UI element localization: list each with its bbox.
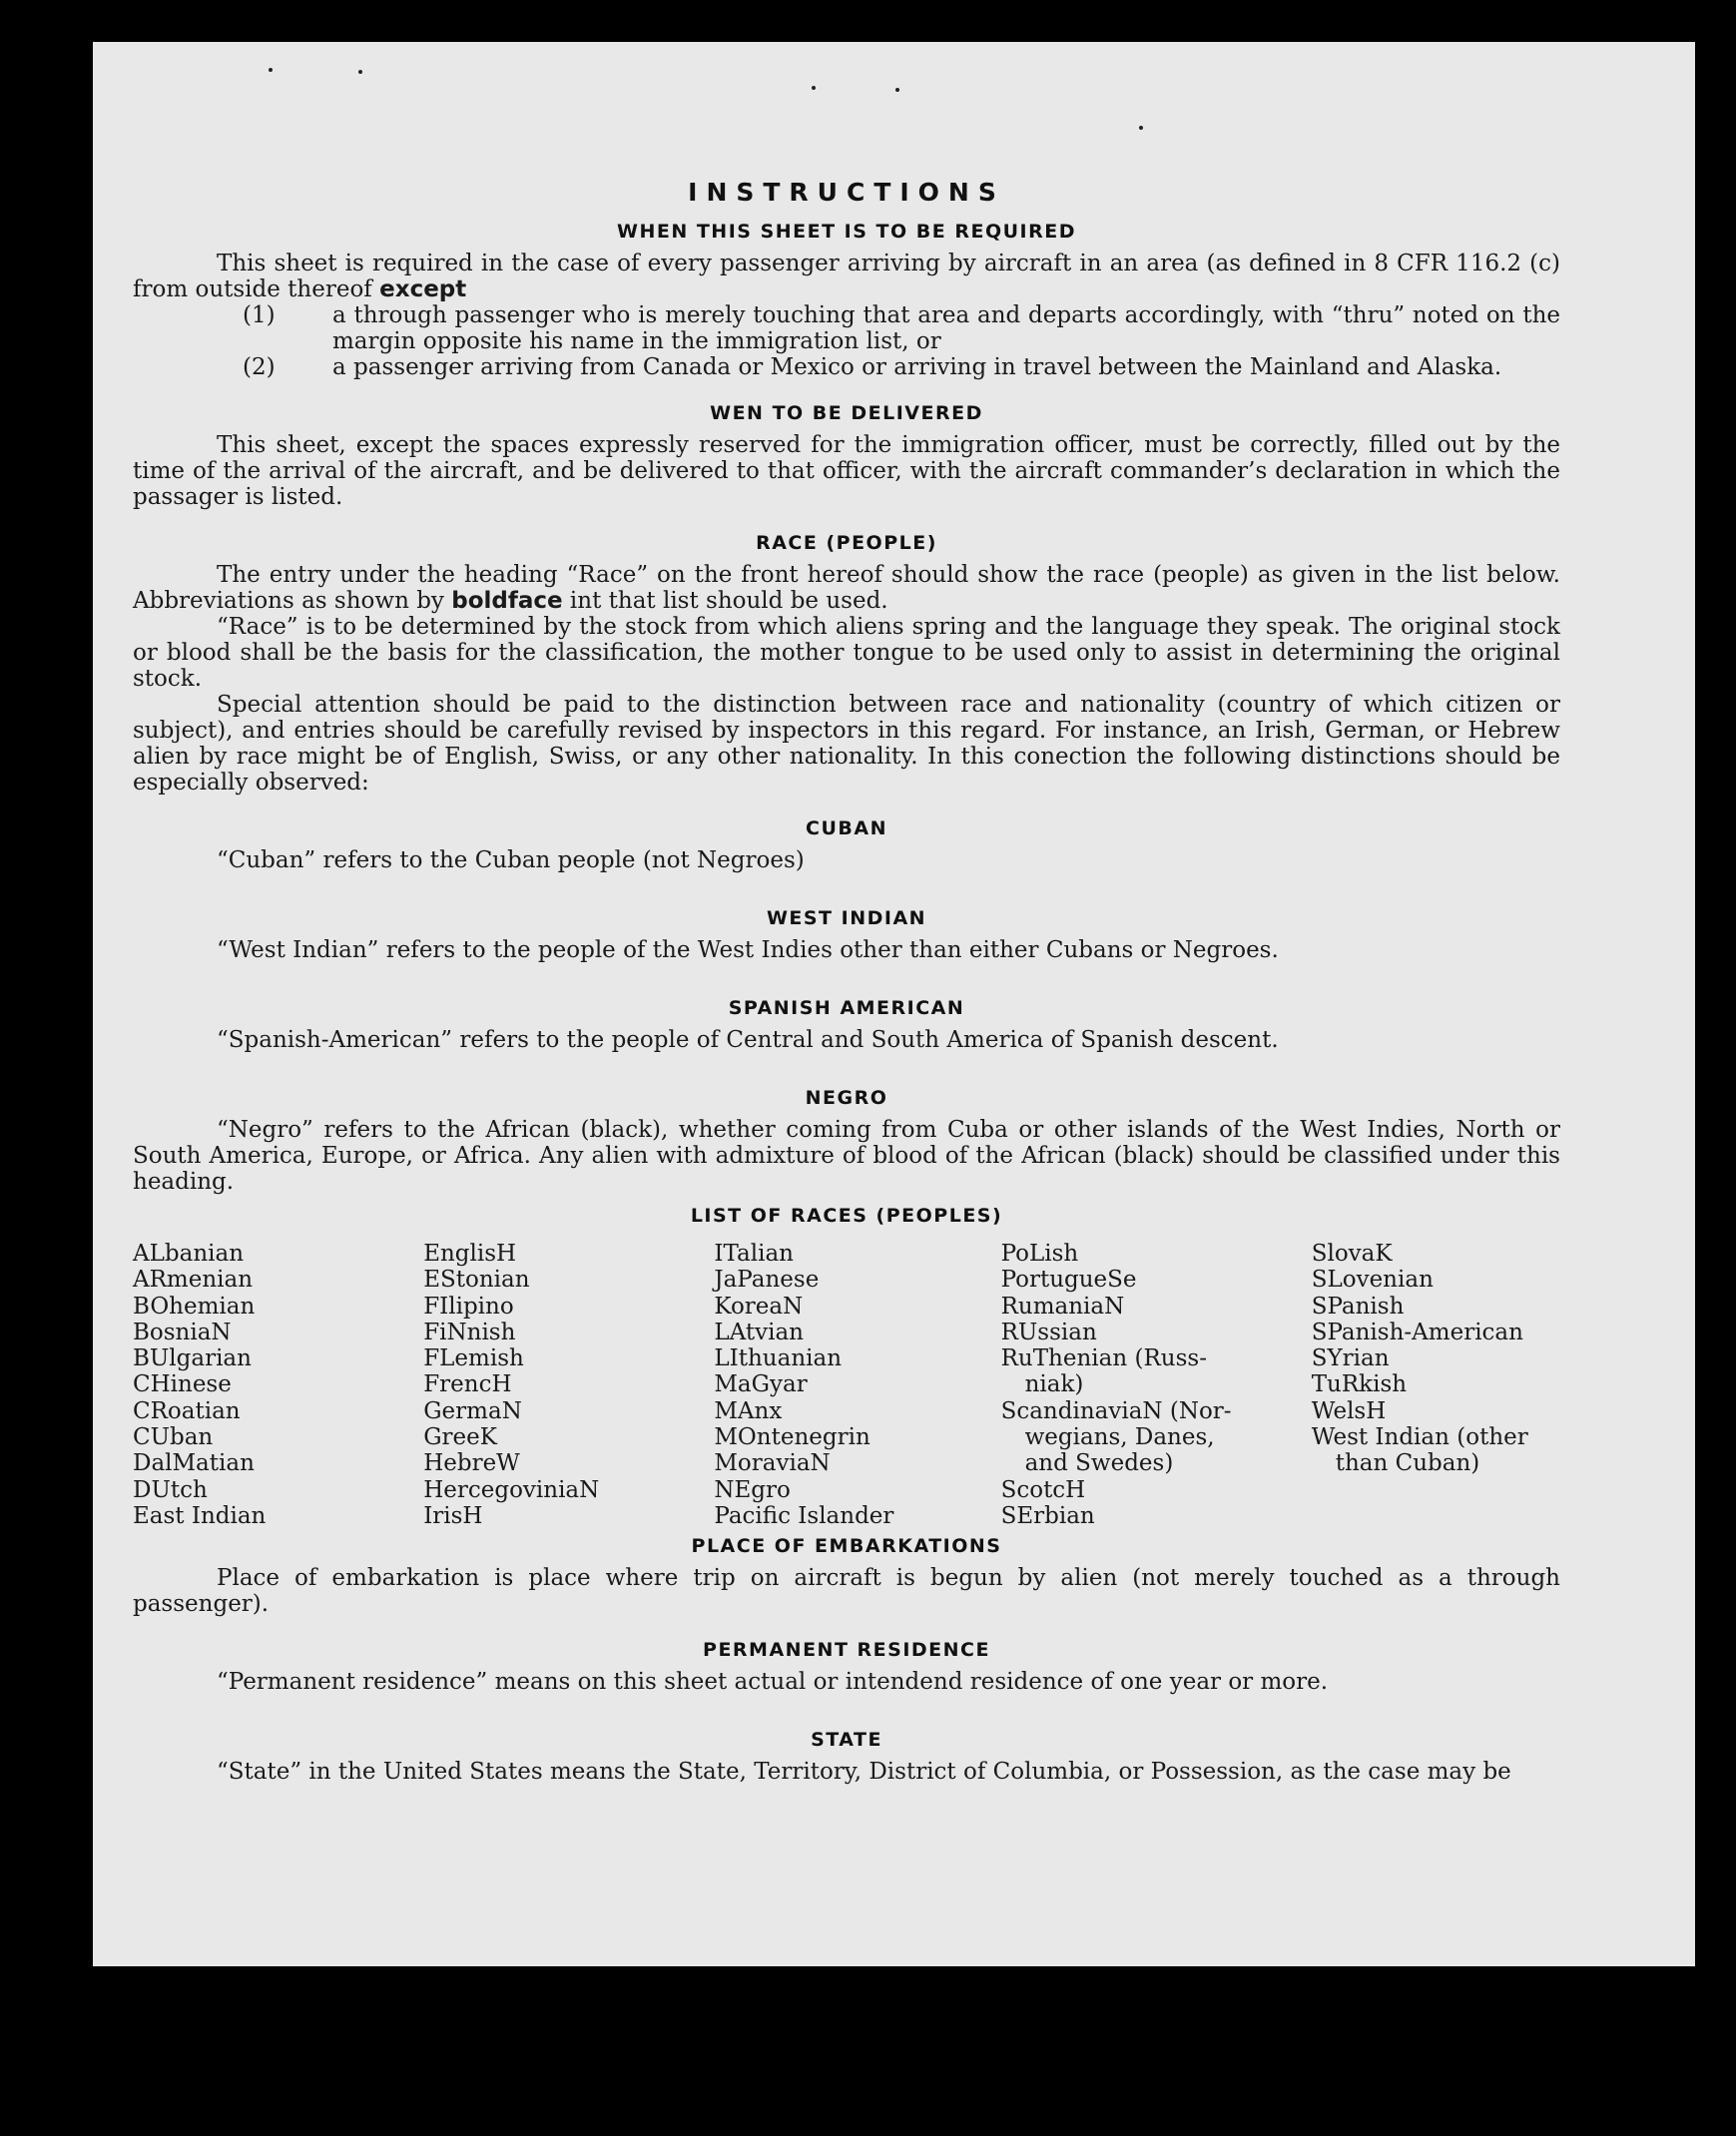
race-entry: LAtvian: [714, 1319, 804, 1345]
speck: [895, 88, 899, 92]
document-sheet: [93, 42, 1695, 1966]
section-heading-residence: PERMANENT RESIDENCE: [703, 1639, 990, 1662]
race-entry: DUtch: [133, 1476, 208, 1503]
delivered-text: This sheet, except the spaces expressly reserved for the immigration officer, must be correctly, filled out by the time of the arrival of the aircraft, and be delivered to that officer, with the aircraft commander’s declaration in which the passager is listed.: [133, 432, 1560, 510]
races-column-4: [1001, 1241, 1312, 1529]
race-p1-text: The entry under the heading “Race” on the front hereof should show the race (people) as given in the list below. Abbreviations as shown by: [133, 562, 1560, 614]
embarkation-text: Place of embarkation is place where trip on aircraft is begun by alien (not merely touched as a through passenger).: [133, 1565, 1560, 1618]
race-entry: ITalian: [714, 1241, 794, 1267]
race-entry: FiNnish: [423, 1319, 516, 1345]
race-paragraph-1: [133, 562, 1560, 614]
race-entry: ARmenian: [133, 1267, 254, 1294]
race-entry: BOhemian: [133, 1293, 256, 1320]
race-entry: BUlgarian: [133, 1345, 252, 1372]
race-entry: SPanish-American: [1311, 1319, 1523, 1345]
race-paragraph-2: “Race” is to be determined by the stock from which aliens spring and the language they speak. The original stock or blood shall be the basis for the classification, the mother tongue to be used only to assist in determining the original stock.: [133, 614, 1560, 692]
race-entry: RuThenian (Russ-: [1000, 1345, 1207, 1372]
boldface-word: boldface: [451, 588, 563, 614]
section-heading-embarkation: PLACE OF EMBARKATIONS: [691, 1535, 1002, 1558]
race-entry: niak): [1024, 1371, 1084, 1398]
cuban-text: “Cuban” refers to the Cuban people (not Negroes): [217, 847, 805, 873]
race-entry: MAnx: [714, 1397, 783, 1424]
race-entry: MaGyar: [714, 1371, 808, 1398]
item-text: a passenger arriving from Canada or Mexico or arriving in travel between the Mainland and Alaska.: [332, 354, 1502, 380]
race-entry: BosniaN: [133, 1319, 232, 1345]
section-heading-list-of-races: LIST OF RACES (PEOPLES): [690, 1205, 1003, 1227]
race-entry: CRoatian: [133, 1397, 241, 1424]
race-entry: CHinese: [133, 1371, 232, 1398]
race-entry: SPanish: [1311, 1293, 1405, 1320]
race-entry: CUban: [133, 1424, 214, 1451]
race-entry: TuRkish: [1311, 1371, 1408, 1398]
race-entry: GreeK: [423, 1424, 497, 1451]
required-intro-text: This sheet is required in the case of every passenger arriving by aircraft in an area (as defined in 8 CFR 116.2 (c) from outside thereof: [133, 251, 1560, 302]
speck: [812, 86, 816, 90]
exception-item-1: [133, 302, 1560, 354]
spanish-american-text: “Spanish-American” refers to the people of Central and South America of Spanish descent.: [217, 1027, 1279, 1053]
race-entry: IrisH: [423, 1502, 483, 1529]
race-entry: FLemish: [423, 1345, 524, 1372]
race-entry: GermaN: [423, 1397, 522, 1424]
race-entry: Pacific Islander: [714, 1502, 894, 1529]
speck: [269, 68, 273, 72]
race-entry: ScandinaviaN (Nor-: [1000, 1397, 1232, 1424]
race-entry: LIthuanian: [714, 1345, 843, 1372]
race-entry: PortugueSe: [1000, 1267, 1137, 1294]
exception-item-2: [133, 354, 1560, 380]
negro-text: “Negro” refers to the African (black), whether coming from Cuba or other islands of the West Indies, North or South America, Europe, or Africa. Any alien with admixture of blood of the African (black) should be classified under this heading.: [133, 1117, 1560, 1195]
race-p1-tail: int that list should be used.: [569, 588, 888, 614]
race-entry: NEgro: [714, 1476, 791, 1503]
section-heading-negro: NEGRO: [805, 1087, 888, 1109]
race-entry: and Swedes): [1024, 1450, 1174, 1477]
item-number: (2): [243, 354, 276, 380]
race-entry: KoreaN: [714, 1293, 804, 1320]
race-entry: SLovenian: [1311, 1267, 1434, 1294]
except-bold: except: [379, 276, 467, 302]
item-text: a through passenger who is merely touching that area and departs accordingly, with “thru” noted on the margin opposite his name in the immigration list, or: [332, 302, 1560, 354]
race-entry: than Cuban): [1335, 1450, 1480, 1477]
race-entry: East Indian: [133, 1502, 267, 1529]
race-entry: West Indian (other: [1311, 1424, 1528, 1451]
race-entry: wegians, Danes,: [1024, 1424, 1215, 1451]
race-entry: RumaniaN: [1000, 1293, 1125, 1320]
race-entry: JaPanese: [714, 1267, 820, 1294]
races-list: [133, 1241, 1560, 1529]
race-entry: HebreW: [423, 1450, 520, 1477]
document-body: [133, 178, 1560, 1785]
state-text: “State” in the United States means the State, Territory, District of Columbia, or Possession, as the case may be: [217, 1759, 1511, 1786]
required-intro: [133, 251, 1560, 302]
section-heading-race: RACE (PEOPLE): [756, 532, 937, 554]
race-entry: EnglisH: [423, 1241, 517, 1267]
section-heading-west-indian: WEST INDIAN: [766, 907, 927, 929]
race-entry: WelsH: [1311, 1397, 1387, 1424]
item-number: (1): [243, 302, 276, 328]
race-entry: MOntenegrin: [714, 1424, 870, 1451]
race-entry: DalMatian: [133, 1450, 255, 1477]
page-title: INSTRUCTIONS: [688, 178, 1005, 207]
race-entry: MoraviaN: [714, 1450, 831, 1477]
section-heading-state: STATE: [811, 1729, 882, 1752]
section-heading-delivered: WEN TO BE DELIVERED: [710, 402, 983, 424]
section-heading-cuban: CUBAN: [806, 817, 887, 839]
races-column-2: [423, 1241, 714, 1529]
race-entry: FrencH: [423, 1371, 512, 1398]
race-entry: SlovaK: [1311, 1241, 1393, 1267]
speck: [358, 70, 362, 74]
races-column-3: [714, 1241, 1000, 1529]
residence-text: “Permanent residence” means on this sheet actual or intendend residence of one year or more.: [217, 1669, 1329, 1696]
races-column-5: [1312, 1241, 1560, 1529]
section-heading-required: WHEN THIS SHEET IS TO BE REQUIRED: [616, 221, 1076, 243]
race-paragraph-3: Special attention should be paid to the distinction between race and nationality (country of which citizen or subject), and entries should be carefully revised by inspectors in this regard. For instance, an Irish, German, or Hebrew alien by race might be of English, Swiss, or any other nationality. In this conection the following distinctions should be especially observed:: [133, 692, 1560, 796]
race-entry: PoLish: [1000, 1241, 1079, 1267]
race-entry: ALbanian: [133, 1241, 245, 1267]
race-entry: SErbian: [1000, 1502, 1095, 1529]
race-entry: HercegoviniaN: [423, 1476, 600, 1503]
race-entry: ScotcH: [1000, 1476, 1086, 1503]
race-entry: EStonian: [423, 1267, 530, 1294]
section-heading-spanish-american: SPANISH AMERICAN: [728, 997, 965, 1019]
race-entry: FIlipino: [423, 1293, 514, 1320]
race-entry: SYrian: [1311, 1345, 1390, 1372]
race-entry: RUssian: [1000, 1319, 1097, 1345]
races-column-1: [133, 1241, 423, 1529]
west-indian-text: “West Indian” refers to the people of the West Indies other than either Cubans or Negroes.: [217, 937, 1279, 963]
speck: [1139, 126, 1143, 130]
